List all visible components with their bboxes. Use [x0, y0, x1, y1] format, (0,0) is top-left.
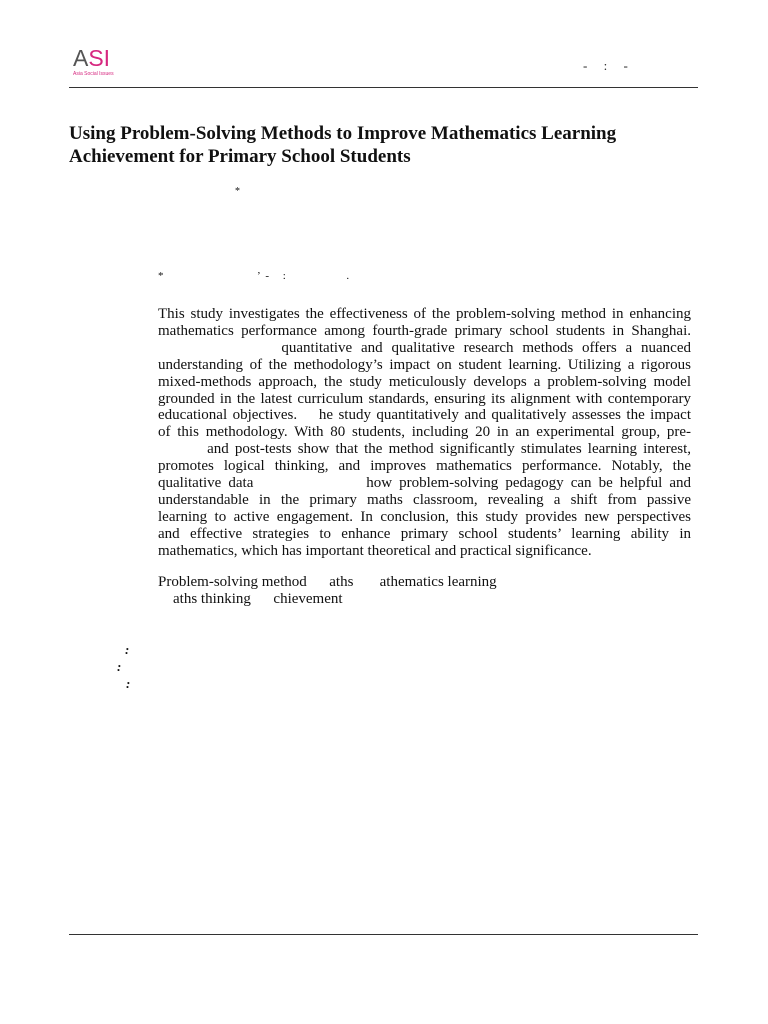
abstract-line: of this methodology. With 80 students, including 20 in an experimental group, pre-: [158, 424, 691, 441]
abstract-line: and post-tests show that the method significantly stimulates learning interest,: [158, 441, 691, 458]
logo-mark: [73, 46, 133, 70]
corresponding-author-line: * ’ - : .: [158, 270, 350, 282]
title-line-1: Using Problem-Solving Methods to Improve Mathematics Learning: [69, 123, 617, 144]
received-date-label: :: [125, 642, 130, 657]
logo-letters-si: SI: [88, 45, 111, 71]
abstract-line: mixed-methods approach, the study meticulously develops a problem-solving model: [158, 373, 691, 390]
abstract-line: promotes logical thinking, and improves mathematics performance. Notably, the: [158, 458, 691, 475]
abstract-line: This study investigates the effectiveness of the problem-solving method in enhancing: [158, 306, 691, 322]
revised-date-label: :: [117, 659, 122, 674]
logo-letter-a: A: [73, 45, 89, 71]
abstract-line: grounded in the latest curriculum standards, ensuring its alignment with contemporary: [158, 390, 691, 407]
accepted-date-label: :: [126, 676, 131, 691]
header-issue-info: - : -: [583, 58, 628, 73]
journal-logo: [73, 46, 133, 80]
keywords: [158, 574, 691, 608]
title-line-2: Achievement for Primary School Students: [69, 146, 411, 167]
abstract-line: understanding of the methodology’s impact on student learning. Utilizing a rigorous: [158, 356, 691, 373]
paper-title: [69, 122, 709, 168]
keywords-line-1: Problem-solving method aths athematics learning: [158, 574, 497, 590]
abstract-line: learning to active engagement. In conclusion, this study provides new perspectives: [158, 508, 691, 525]
logo-subtitle: Asia Social Issues: [73, 71, 114, 77]
abstract: [158, 306, 691, 560]
header-divider: [69, 87, 698, 88]
abstract-line: quantitative and qualitative research methods offers a nuanced: [158, 339, 691, 356]
abstract-line: qualitative data how problem-solving pedagogy can be helpful and: [158, 475, 691, 492]
abstract-line: understandable in the primary maths classroom, revealing a shift from passive: [158, 491, 691, 508]
author-marker: *: [235, 186, 240, 197]
footer-divider: [69, 934, 698, 935]
abstract-line: mathematics, which has important theoretical and practical significance.: [158, 542, 592, 559]
abstract-line: and effective strategies to enhance primary school students’ learning ability in: [158, 525, 691, 542]
abstract-line: educational objectives. he study quantitatively and qualitatively assesses the impact: [158, 407, 691, 424]
keywords-line-2: aths thinking chievement: [158, 591, 343, 607]
abstract-line: mathematics performance among fourth-grade primary school students in Shanghai.: [158, 322, 691, 339]
